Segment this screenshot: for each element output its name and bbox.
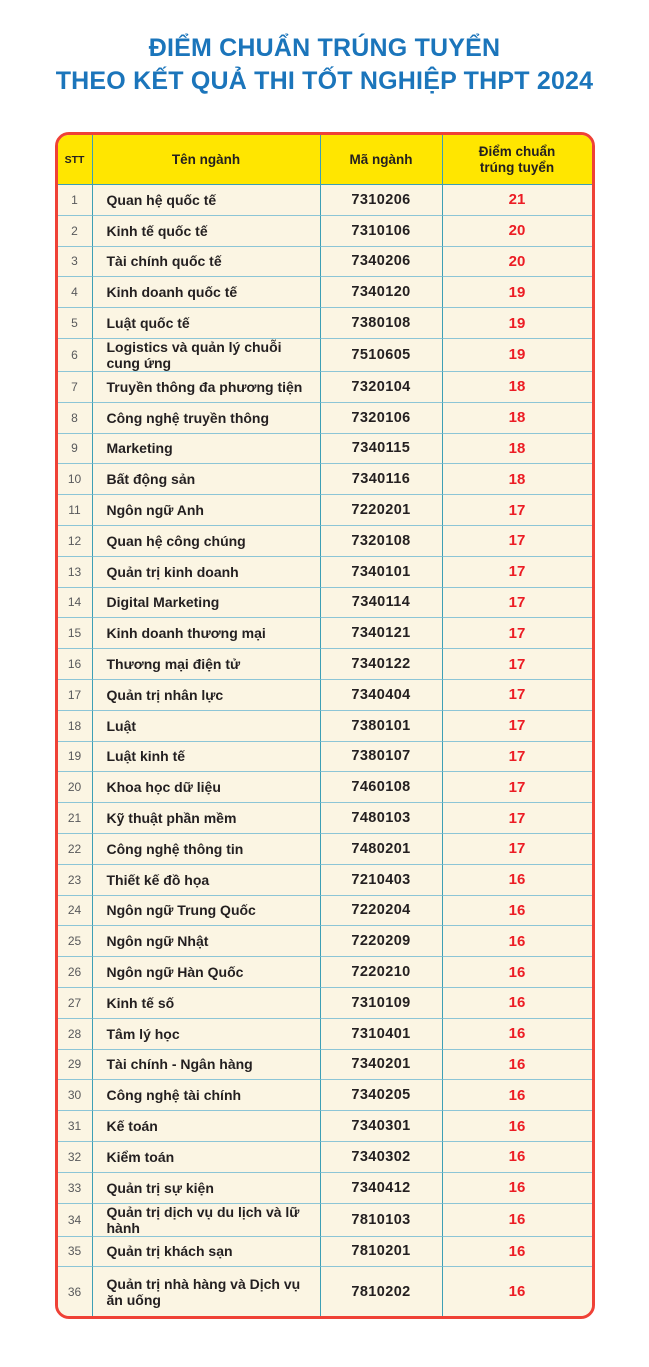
table-header-row: [58, 135, 592, 185]
row-number: 13: [58, 557, 93, 588]
table-row: [58, 1080, 592, 1111]
major-name: Quản trị dịch vụ du lịch và lữ hành: [93, 1204, 321, 1237]
row-number: 26: [58, 957, 93, 988]
table-row: [58, 185, 592, 216]
table-row: [58, 1173, 592, 1204]
row-number: 28: [58, 1019, 93, 1050]
table-row: [58, 1111, 592, 1142]
table-row: [58, 372, 592, 403]
table-row: [58, 988, 592, 1019]
table-row: [58, 649, 592, 680]
table-row: [58, 216, 592, 247]
row-number: 16: [58, 649, 93, 680]
major-name: Tâm lý học: [93, 1019, 321, 1050]
major-code: 7340205: [321, 1080, 443, 1111]
table-row: [58, 680, 592, 711]
major-code: 7310106: [321, 216, 443, 247]
page-title-line1: ĐIỂM CHUẨN TRÚNG TUYỂN: [148, 34, 501, 62]
row-number: 9: [58, 434, 93, 465]
major-name: Tài chính quốc tế: [93, 247, 321, 278]
major-name: Kinh doanh quốc tế: [93, 277, 321, 308]
header-major-name: Tên ngành: [93, 135, 321, 185]
major-code: 7340201: [321, 1050, 443, 1081]
major-name: Quản trị nhà hàng và Dịch vụ ăn uống: [93, 1267, 321, 1316]
table-row: [58, 277, 592, 308]
major-name: Marketing: [93, 434, 321, 465]
row-number: 19: [58, 742, 93, 773]
admission-score: 16: [443, 957, 592, 988]
row-number: 27: [58, 988, 93, 1019]
table-row: [58, 742, 592, 773]
major-name: Kiểm toán: [93, 1142, 321, 1173]
table-row: [58, 557, 592, 588]
admission-score: 17: [443, 803, 592, 834]
major-name: Luật: [93, 711, 321, 742]
major-code: 7320108: [321, 526, 443, 557]
major-code: 7220209: [321, 926, 443, 957]
major-name: Quản trị khách sạn: [93, 1237, 321, 1268]
table-row: [58, 1019, 592, 1050]
major-name: Luật quốc tế: [93, 308, 321, 339]
admission-score: 17: [443, 834, 592, 865]
major-code: 7340122: [321, 649, 443, 680]
major-name: Digital Marketing: [93, 588, 321, 619]
table-row: [58, 403, 592, 434]
major-code: 7340121: [321, 618, 443, 649]
major-name: Quản trị nhân lực: [93, 680, 321, 711]
admission-score: 16: [443, 896, 592, 927]
row-number: 36: [58, 1267, 93, 1316]
major-code: 7340301: [321, 1111, 443, 1142]
major-code: 7810201: [321, 1237, 443, 1268]
table-row: [58, 495, 592, 526]
table-row: [58, 1267, 592, 1316]
admission-score: 20: [443, 216, 592, 247]
major-name: Kinh tế số: [93, 988, 321, 1019]
table-row: [58, 618, 592, 649]
admission-score-table-grid: [58, 135, 592, 1316]
major-name: Kỹ thuật phần mềm: [93, 803, 321, 834]
major-name: Luật kinh tế: [93, 742, 321, 773]
major-name: Ngôn ngữ Trung Quốc: [93, 896, 321, 927]
major-code: 7310109: [321, 988, 443, 1019]
admission-score: 19: [443, 308, 592, 339]
major-name: Thiết kế đồ họa: [93, 865, 321, 896]
major-name: Kinh doanh thương mại: [93, 618, 321, 649]
table-row: [58, 434, 592, 465]
page-title: [0, 0, 649, 98]
major-name: Logistics và quản lý chuỗi cung ứng: [93, 339, 321, 372]
table-row: [58, 1142, 592, 1173]
major-name: Thương mại điện tử: [93, 649, 321, 680]
table-row: [58, 1237, 592, 1268]
row-number: 6: [58, 339, 93, 372]
row-number: 7: [58, 372, 93, 403]
admission-score: 18: [443, 372, 592, 403]
row-number: 15: [58, 618, 93, 649]
major-name: Truyền thông đa phương tiện: [93, 372, 321, 403]
major-code: 7340116: [321, 464, 443, 495]
major-name: Quan hệ quốc tế: [93, 185, 321, 216]
row-number: 33: [58, 1173, 93, 1204]
major-name: Bất động sản: [93, 464, 321, 495]
major-code: 7510605: [321, 339, 443, 372]
major-name: Công nghệ truyền thông: [93, 403, 321, 434]
table-row: [58, 865, 592, 896]
major-code: 7380108: [321, 308, 443, 339]
major-name: Ngôn ngữ Anh: [93, 495, 321, 526]
admission-score: 16: [443, 1204, 592, 1237]
major-name: Ngôn ngữ Hàn Quốc: [93, 957, 321, 988]
admission-score: 16: [443, 1111, 592, 1142]
admission-score: 17: [443, 557, 592, 588]
major-code: 7460108: [321, 772, 443, 803]
admission-score: 16: [443, 1050, 592, 1081]
row-number: 34: [58, 1204, 93, 1237]
admission-score: 16: [443, 988, 592, 1019]
table-row: [58, 247, 592, 278]
table-row: [58, 834, 592, 865]
row-number: 10: [58, 464, 93, 495]
row-number: 32: [58, 1142, 93, 1173]
row-number: 2: [58, 216, 93, 247]
admission-score: 21: [443, 185, 592, 216]
table-row: [58, 308, 592, 339]
major-code: 7310206: [321, 185, 443, 216]
admission-score: 16: [443, 1173, 592, 1204]
admission-score: 17: [443, 495, 592, 526]
row-number: 25: [58, 926, 93, 957]
major-code: 7220204: [321, 896, 443, 927]
table-row: [58, 926, 592, 957]
major-name: Tài chính - Ngân hàng: [93, 1050, 321, 1081]
major-code: 7340114: [321, 588, 443, 619]
row-number: 20: [58, 772, 93, 803]
row-number: 1: [58, 185, 93, 216]
table-row: [58, 772, 592, 803]
table-row: [58, 464, 592, 495]
header-major-code: Mã ngành: [321, 135, 443, 185]
admission-score: 17: [443, 618, 592, 649]
header-stt: STT: [58, 135, 93, 185]
table-row: [58, 339, 592, 372]
major-name: Kinh tế quốc tế: [93, 216, 321, 247]
row-number: 35: [58, 1237, 93, 1268]
admission-score: 17: [443, 680, 592, 711]
row-number: 23: [58, 865, 93, 896]
major-code: 7810202: [321, 1267, 443, 1316]
table-row: [58, 588, 592, 619]
admission-score: 19: [443, 277, 592, 308]
major-code: 7340115: [321, 434, 443, 465]
table-row: [58, 1204, 592, 1237]
row-number: 14: [58, 588, 93, 619]
admission-score: 16: [443, 1019, 592, 1050]
admission-score: 17: [443, 772, 592, 803]
table-row: [58, 803, 592, 834]
table-row: [58, 1050, 592, 1081]
major-code: 7480103: [321, 803, 443, 834]
row-number: 21: [58, 803, 93, 834]
admission-score: 17: [443, 742, 592, 773]
major-code: 7320106: [321, 403, 443, 434]
major-name: Quản trị sự kiện: [93, 1173, 321, 1204]
major-code: 7310401: [321, 1019, 443, 1050]
major-code: 7320104: [321, 372, 443, 403]
admission-score: 16: [443, 926, 592, 957]
major-code: 7340404: [321, 680, 443, 711]
row-number: 8: [58, 403, 93, 434]
admission-score: 16: [443, 1080, 592, 1111]
row-number: 22: [58, 834, 93, 865]
admission-score: 16: [443, 1142, 592, 1173]
admission-score-table: [55, 132, 595, 1319]
major-name: Quan hệ công chúng: [93, 526, 321, 557]
major-name: Ngôn ngữ Nhật: [93, 926, 321, 957]
table-row: [58, 526, 592, 557]
row-number: 29: [58, 1050, 93, 1081]
row-number: 17: [58, 680, 93, 711]
major-code: 7380107: [321, 742, 443, 773]
major-code: 7210403: [321, 865, 443, 896]
major-code: 7810103: [321, 1204, 443, 1237]
major-code: 7220201: [321, 495, 443, 526]
major-name: Quản trị kinh doanh: [93, 557, 321, 588]
table-body: [58, 185, 592, 1316]
row-number: 3: [58, 247, 93, 278]
major-name: Công nghệ tài chính: [93, 1080, 321, 1111]
row-number: 5: [58, 308, 93, 339]
major-code: 7340412: [321, 1173, 443, 1204]
table-row: [58, 957, 592, 988]
admission-score: 17: [443, 588, 592, 619]
major-name: Kế toán: [93, 1111, 321, 1142]
major-code: 7480201: [321, 834, 443, 865]
table-row: [58, 711, 592, 742]
admission-score: 20: [443, 247, 592, 278]
row-number: 31: [58, 1111, 93, 1142]
admission-score: 17: [443, 526, 592, 557]
row-number: 18: [58, 711, 93, 742]
admission-score: 19: [443, 339, 592, 372]
row-number: 11: [58, 495, 93, 526]
admission-score: 17: [443, 649, 592, 680]
admission-score: 16: [443, 865, 592, 896]
row-number: 30: [58, 1080, 93, 1111]
row-number: 24: [58, 896, 93, 927]
admission-score: 18: [443, 464, 592, 495]
major-name: Khoa học dữ liệu: [93, 772, 321, 803]
admission-score: 18: [443, 434, 592, 465]
major-name: Công nghệ thông tin: [93, 834, 321, 865]
admission-score: 16: [443, 1267, 592, 1316]
major-code: 7220210: [321, 957, 443, 988]
admission-score: 17: [443, 711, 592, 742]
table-row: [58, 896, 592, 927]
row-number: 4: [58, 277, 93, 308]
admission-score: 16: [443, 1237, 592, 1268]
row-number: 12: [58, 526, 93, 557]
major-code: 7340120: [321, 277, 443, 308]
major-code: 7340302: [321, 1142, 443, 1173]
page-title-line2: THEO KẾT QUẢ THI TỐT NGHIỆP THPT 2024: [55, 67, 594, 95]
major-code: 7380101: [321, 711, 443, 742]
major-code: 7340206: [321, 247, 443, 278]
admission-score: 18: [443, 403, 592, 434]
major-code: 7340101: [321, 557, 443, 588]
header-admission-score: Điểm chuẩn trúng tuyển: [443, 135, 592, 185]
